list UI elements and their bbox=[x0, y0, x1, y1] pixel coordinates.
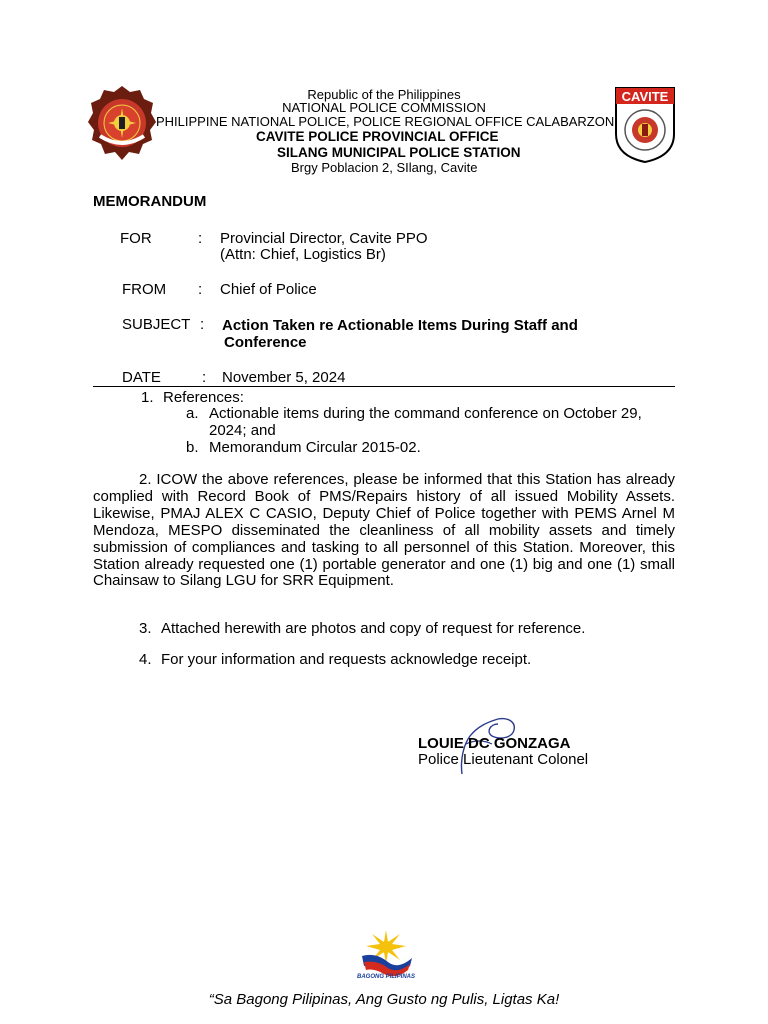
subject-colon: : bbox=[200, 316, 205, 333]
signatory-name: LOUIE DC GONZAGA bbox=[418, 735, 571, 752]
bagong-pilipinas-logo-text: BAGONG PILIPINAS bbox=[356, 974, 415, 980]
ref-a-line-1: Actionable items during the command conference on October 29, bbox=[209, 405, 642, 422]
for-value-attn: (Attn: Chief, Logistics Br) bbox=[220, 246, 386, 263]
ref-a-letter: a. bbox=[186, 405, 199, 422]
para-3-number: 3. bbox=[139, 620, 152, 637]
subject-label: SUBJECT bbox=[122, 316, 191, 333]
bagong-pilipinas-logo bbox=[354, 922, 418, 984]
cavite-ppo-badge bbox=[614, 86, 676, 164]
para-1-text: References: bbox=[163, 389, 244, 406]
date-label: DATE bbox=[122, 369, 161, 386]
from-value: Chief of Police bbox=[220, 281, 317, 298]
date-colon: : bbox=[202, 369, 207, 386]
ref-a-line-2: 2024; and bbox=[209, 422, 276, 439]
header-republic: Republic of the Philippines bbox=[307, 87, 461, 102]
para-4-number: 4. bbox=[139, 651, 152, 668]
subject-line-2: Conference bbox=[224, 334, 307, 351]
para-2: 2. ICOW the above references, please be informed that this Station has already complied with Record Book of PMS/Repairs history of all issued Mobility Assets. Likewise, PMAJ ALEX C CASIO, Deputy Chief of Police together with PEMS Arnel M Mendoza, MESPO disseminated the cleanliness of all mobility assets and timely submission of compliances and tasking to all personnel of this Station. Moreover, this Station already requested one (1) portable generator and one (1) big and one (1) small Chainsaw to Silang LGU for SRR Equipment. bbox=[93, 471, 675, 590]
para-3-text: Attached herewith are photos and copy of request for reference. bbox=[161, 620, 586, 637]
header-provincial-office: CAVITE POLICE PROVINCIAL OFFICE bbox=[256, 129, 499, 144]
subject-line-1: Action Taken re Actionable Items During Staff and bbox=[222, 317, 578, 334]
pnp-seal bbox=[88, 84, 156, 162]
para-4-text: For your information and requests acknowledge receipt. bbox=[161, 651, 532, 668]
header-napolcom: NATIONAL POLICE COMMISSION bbox=[282, 100, 486, 115]
header-divider bbox=[93, 386, 675, 387]
header-pnp-region: PHILIPPINE NATIONAL POLICE, POLICE REGIONAL OFFICE CALABARZON bbox=[156, 114, 615, 129]
for-label: FOR bbox=[120, 230, 152, 247]
cavite-badge-title: CAVITE bbox=[621, 89, 669, 104]
ref-b-text: Memorandum Circular 2015-02. bbox=[209, 439, 421, 456]
from-label: FROM bbox=[122, 281, 167, 298]
for-value: Provincial Director, Cavite PPO bbox=[220, 230, 428, 247]
footer-slogan: “Sa Bagong Pilipinas, Ang Gusto ng Pulis, Ligtas Ka! bbox=[208, 991, 560, 1008]
for-colon: : bbox=[198, 230, 203, 247]
para-1-number: 1. bbox=[141, 389, 154, 406]
header-address: Brgy Poblacion 2, SIlang, Cavite bbox=[291, 160, 478, 175]
ref-b-letter: b. bbox=[186, 439, 199, 456]
header-municipal-station: SILANG MUNICIPAL POLICE STATION bbox=[277, 145, 521, 160]
date-value: November 5, 2024 bbox=[222, 369, 346, 386]
signatory-rank: Police Lieutenant Colonel bbox=[418, 751, 589, 768]
from-colon: : bbox=[198, 281, 203, 298]
memo-heading: MEMORANDUM bbox=[93, 193, 207, 210]
